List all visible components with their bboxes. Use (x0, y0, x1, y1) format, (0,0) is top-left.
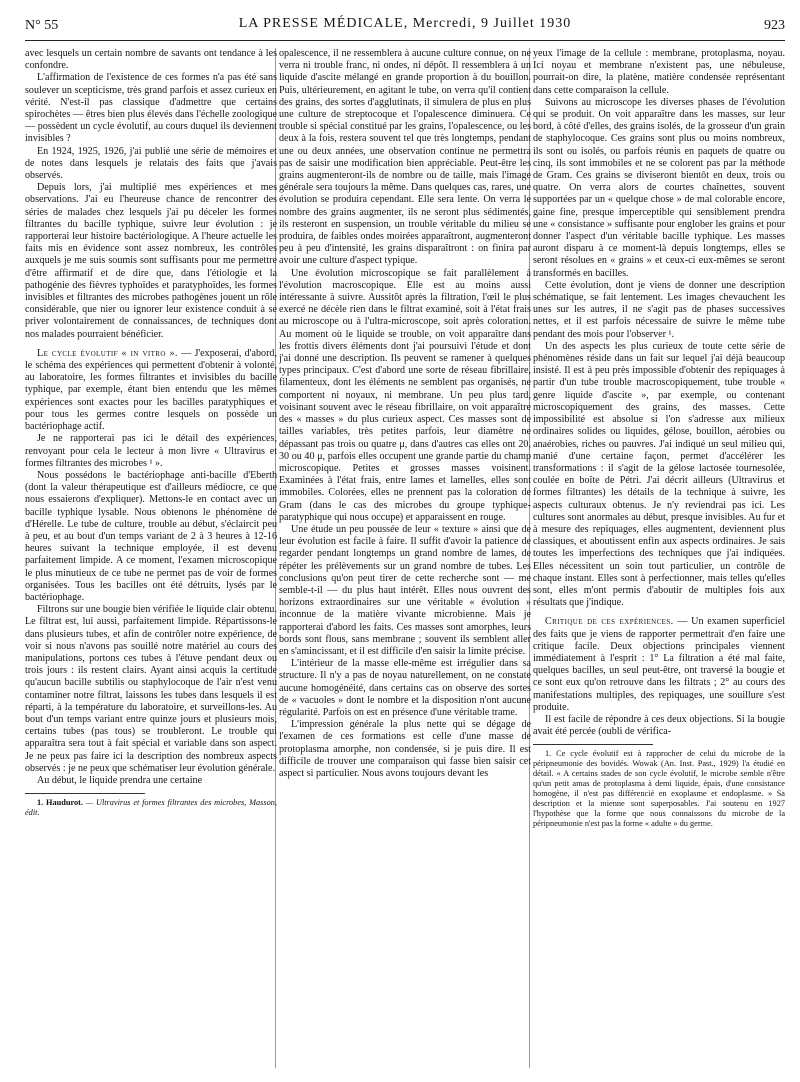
paragraph: L'impression générale la plus nette qui se dégage de l'examen de ces formations est celle d'une masse de protoplasma amorphe, non condensée, si je puis dire. Il est difficile de trouver une comparaison qui fasse bien saisir cet aspect si particulier. Nous avons toujours devant les (279, 719, 531, 779)
issue-number: N° 55 (25, 18, 59, 33)
paragraph: L'intérieur de la masse elle-même est irrégulier dans sa structure. Il n'y a pas de noyau naturellement, on ne constate aucune homogénéité, dans certains cas on observe des sortes de « vacuoles » dont le nombre et la disposition n'ont aucune régularité. Parfois on est en présence d'une véritable trame. (279, 658, 531, 718)
column-3 (533, 48, 785, 1068)
paragraph: Il est facile de répondre à ces deux objections. Si la bougie avait été percée (oubli de vérifica- (533, 713, 785, 738)
column-1 (25, 48, 277, 1068)
column-2 (279, 48, 531, 1068)
paragraph: Depuis lors, j'ai multiplié mes expériences et mes observations. J'ai eu l'heureuse chance de rencontrer des séries de malades chez lesquels j'ai pu déceler les formes filtrantes du bacille typhique, suivre leur évolution : je rapporterai leur histoire bactériologique. A l'heure actuelle les faits mis en évidence sont assez nombreux, les contrôles auxquels je me suis soumis sont suffisants pour me permettre d'être affirmatif et de dire que, dans l'étiologie et la pathogénie des fièvres typhoïdes et paratyphoïdes, les formes invisibles et filtrantes des microbes pathogènes jouent un rôle considérable, que nier ou ignorer leur existence conduit à se priver volontairement de connaissances, de techniques dont nos malades pourraient bénéficier. (25, 182, 277, 340)
header-rule (25, 40, 785, 41)
page-number: 923 (764, 18, 785, 33)
paragraph: L'affirmation de l'existence de ces formes n'a pas été sans soulever un scepticisme, très grand parfois et assez curieux en vérité. N'est-il pas classique d'admettre que certains spirochètes — êtres bien plus élevés dans l'échelle zoologique — possèdent un cycle évolutif, au cours duquel ils deviennent invisibles ? (25, 72, 277, 145)
section-heading: Critique de ces expériences. (545, 616, 674, 628)
paragraph: Une évolution microscopique se fait parallèlement à l'évolution macroscopique. Elle est au moins aussi intéressante à suivre. Aussitôt après la filtration, l'œil le plus exercé ne décèle rien dans le filtrat examiné, soit à l'état frais au microscope ou à l'ultra-microscope, soit après coloration. Au moment où le liquide se trouble, on voit apparaître dans les frottis divers éléments dont j'ai poursuivi l'étude et dont j'ai donné une description. Ils peuvent se ramener à quelques types principaux. C'est d'abord une sorte de réseau fibrillaire, filamenteux, dont les éléments ne semblent pas organisés, ne comportent ni noyaux, ni membrane. Un peu plus tard, voisinant souvent avec le réseau fibrillaire, on voit apparaître des « masses » du plus curieux aspect. Ces masses sont de tailles variables, très petites parfois, leur diamètre ne dépassant pas trois ou quatre μ, dans d'autres cas elles ont 20, 30 ou 40 μ, parfois elles occupent une grande partie du champ microscopique. Petites et grosses masses voisinent. Examinées à l'état frais, entre lames et lamelles, elles sont immobiles. Colorées, elles ne prennent pas la coloration de Gram (dans le cas des microbes du groupe typhique-paratyphique qui nous occupe) et apparaissent en rouge. (279, 267, 531, 523)
footnote-rule (533, 744, 653, 745)
paragraph-text: — Un examen superficiel des faits que je viens de rapporter permettrait d'en faire une critique facile. Deux objections principales viennent immédiatement à l'esprit : 1° La filtration a été mal faite, quelques bacilles, un seul peut-être, ont traversé la bougie et ce sont eux qu'on retrouve dans les filtrats ; 2° au cours des manifestations multiples, des repiquages, une souillure s'est produite. (533, 616, 785, 713)
paragraph: Filtrons sur une bougie bien vérifiée le liquide clair obtenu. Le filtrat est, lui aussi, parfaitement limpide. Répartissons-le dans plusieurs tubes, et afin de contrôler notre expérience, de voir si nous n'avons pas souillé notre matériel au cours des manipulations, portons ces tubes à l'étuve pendant deux ou trois jours : ils restent clairs. Ayant ainsi acquis la certitude qu'aucun bacille subtilis ou staphylocoque de l'air n'est venu contaminer notre filtrat, laissons les tubes dans lesquels il est réparti, à la température du laboratoire, et surveillons-les. Au bout d'un temps variant entre quinze jours et plusieurs mois, certains tubes (pas tous) se troubleront. Le trouble qui apparaîtra sera tout à fait spécial et variable dans son aspect. Je ne peux pas faire ici la description des nombreux aspects observés : je ne peux que schématiser leur évolution générale. (25, 604, 277, 774)
journal-title: LA PRESSE MÉDICALE, Mercredi, 9 Juillet 1930 (238, 16, 572, 31)
paragraph: yeux l'image de la cellule : membrane, protoplasma, noyau. Ici noyau et membrane n'existent pas, une nébuleuse, pourrait-on dire, la platène, matière condensée représentant dans cette comparaison la cellule. (533, 48, 785, 96)
paragraph: avec lesquels un certain nombre de savants ont tendance à les confondre. (25, 48, 277, 72)
paragraph: Au début, le liquide prendra une certaine (37, 774, 203, 786)
footnote-text: — Ultravirus et formes filtrantes des microbes, Masson, édit. (25, 798, 277, 818)
footnote (25, 798, 277, 818)
paragraph: Suivons au microscope les diverses phases de l'évolution qui se produit. On voit apparaître dans les masses, sur leur bord, à côté d'elles, des grains isolés, de la grosseur d'un grain de staphylocoque. Ces grains sont plus ou moins nombreux, ils sont ou isolés, ou parfois réunis en paquets de quatre ou cinq, ils sont immobiles et ne se colorent pas par la méthode de Gram. Ces grains se diviseront bientôt en deux, trois ou quatre. On verra alors de courtes chaînettes, souvent supportées par un « quelque chose » de mal colorable encore, gaine fine, presque imperceptible qui sensiblement prendra une « consistance » suffisante pour englober les grains et pour donner l'aspect d'un véritable bacille typhique. Les masses auront disparu à ce moment-là depuis longtemps, elles se seront résolues en « grains » et ceux-ci eux-mêmes se seront transformés en bacilles. (533, 96, 785, 279)
paragraph: Une étude un peu poussée de leur « texture » ainsi que de leur évolution est facile à faire. Il suffit d'avoir la patience de regarder pendant longtemps un grand nombre de lames, de répéter les prélèvements sur un grand nombre de tubes. Les conclusions qu'on peut tirer de cette recherche sont — me semble-t-il — du plus haut intérêt. Elles nous ouvrent des horizons extraordinaires sur une véritable « évolution » inconnue de la matière vivante microbienne. Mais je rapporterai d'abord les faits. Ces masses sont amorphes, leurs bords sont flous, sans membrane ; souvent ils semblent aller en s'amincissant, et il est difficile d'en saisir la limite précise. (279, 523, 531, 657)
paragraph: Un des aspects les plus curieux de toute cette série de phénomènes réside dans un fait sur lequel j'ai déjà beaucoup insisté. Il est à peu près impossible d'obtenir des repiquages à partir d'un tube trouble macroscopiquement, tube trouble « genre liquide d'ascite », par exemple, ou contenant microscopiquement des grains, des masses. Cette impossibilité est absolue si l'on s'adresse aux milieux ordinaires solides ou liquides, gélose, bouillon, aérobies ou anaérobies, riches ou pauvres. J'ai indiqué un seul milieu qui, manié d'une certaine façon, permet d'accélérer les transformations : il s'agit de la gélose lactosée tournesolée, coulée en boîte de Pétri. J'ai décrit ailleurs (Ultravirus et formes filtrantes) les détails de la technique à suivre, les aspects culturaux obtenus. Je n'y reviendrai pas ici. Les cultures sont anormales au début, presque invisibles. Au fur et à mesure des repiquages, elles augmentent, deviennent plus classiques, et aboutissent enfin aux aspects ordinaires. Je sais toutes les imperfections des techniques que j'ai indiquées. Elles nécessitent un soin tout particulier, un contrôle de chaque instant. Elles sont à perfectionner, mais telles qu'elles sont, elles m'ont permis d'aboutir de multiples fois aux résultats que j'indique. (533, 340, 785, 609)
paragraph: Je ne rapporterai pas ici le détail des expériences, renvoyant pour cela le lecteur à mon livre « Ultravirus et formes filtrantes des microbes ¹ ». (25, 433, 277, 469)
footnote: 1. Ce cycle évolutif est à rapprocher de celui du microbe de la péripneumonie des bovidés. Wowak (An. Inst. Past., 1929) l'a étudié en détail. « A certains stades de son cycle évolutif, le microbe semble n'être qu'un petit amas de protoplasma à demi liquide, épais, d'une consistance homogène, il n'est pas différencié en exoplasme et endoplasme. » Sa description et la mienne sont superposables. J'ai soutenu en 1927 l'hypothèse que la forme que nous connaissons du microbe de la péripneumonie n'est pas la forme « adulte » du germe. (533, 749, 785, 829)
paragraph: Cette évolution, dont je viens de donner une description schématique, se fait lentement. Les images chevauchent les unes sur les autres, il ne s'agit pas de phases successives nettes, et il est parfois nécessaire de suivre le même tube pendant des mois pour l'observer ¹. (533, 279, 785, 340)
paragraph-text: — J'exposerai, d'abord, le schéma des expériences qui permettent d'obtenir à volonté, au laboratoire, les formes filtrantes et invisibles du bacille typhique, par exemple, étant bien entendu que les mêmes expériences sont exactes pour les bacilles paratyphiques et pour tous les germes contre lesquels on possède un bactériophage actif. (25, 347, 277, 433)
section-heading: Le cycle évolutif « in vitro ». (37, 347, 178, 359)
footnote-rule (25, 793, 145, 794)
running-header (25, 16, 785, 38)
section-paragraph (25, 348, 277, 433)
paragraph: Nous possédons le bactériophage anti-bacille d'Eberth (dont la valeur thérapeutique est d'ailleurs médiocre, ce que nous essaierons d'expliquer). Mettons-le en contact avec un bacille typhique lysable. Nous obtenons le phénomène de d'Hérelle. Le tube de culture, trouble au début, s'éclaircit peu à peu, et au bout d'un temps variant de 2 à 3 heures à 12-16 heures suivant la technique employée, il est devenu parfaitement limpide. A ce moment, l'examen microscopique le plus minutieux de ce tube ne permet pas de voir de formes organisées. Tous les bacilles ont été détruits, lysés par le bactériophage. (25, 469, 277, 603)
section-paragraph (533, 616, 785, 714)
footnote-author: 1. Haudurot. (37, 798, 83, 808)
paragraph: En 1924, 1925, 1926, j'ai publié une série de mémoires et de notes dans lesquels je relatais des faits que j'avais observés. (25, 145, 277, 182)
paragraph: opalescence, il ne ressemblera à aucune culture connue, on ne verra ni trouble franc, ni ondes, ni dépôt. Il ressemblera à un liquide d'ascite mélangé en grande proportion à du bouillon. Puis, ultérieurement, en agitant le tube, on verra qu'il contient des grains, des sortes d'agglutinats, il simulera de plus en plus une culture de streptocoque et l'opalescence diminuera. Ce trouble si spécial constitué par les grains, l'opalescence, ou les deux à la fois, restera souvent tel que très longtemps, pendant une ou deux années, une observation continue ne permettra pas de saisir une modification bien appréciable. Peut-être les grains augmenteront-ils de nombre ou de taille, mais l'image générale sera toujours la même. Dans quelques cas, rares, une évolution se produira cependant. Elle sera lente. On verra le nombre des grains augmenter, ils ne seront plus sédimentés, ils resteront en suspension, un trouble véritable du milieu se produira, de faibles ondes moirées apparaîtront, augmenteront peu à peu d'intensité, les grains disparaîtront : on finira par avoir une culture d'aspect typique. (279, 48, 531, 267)
